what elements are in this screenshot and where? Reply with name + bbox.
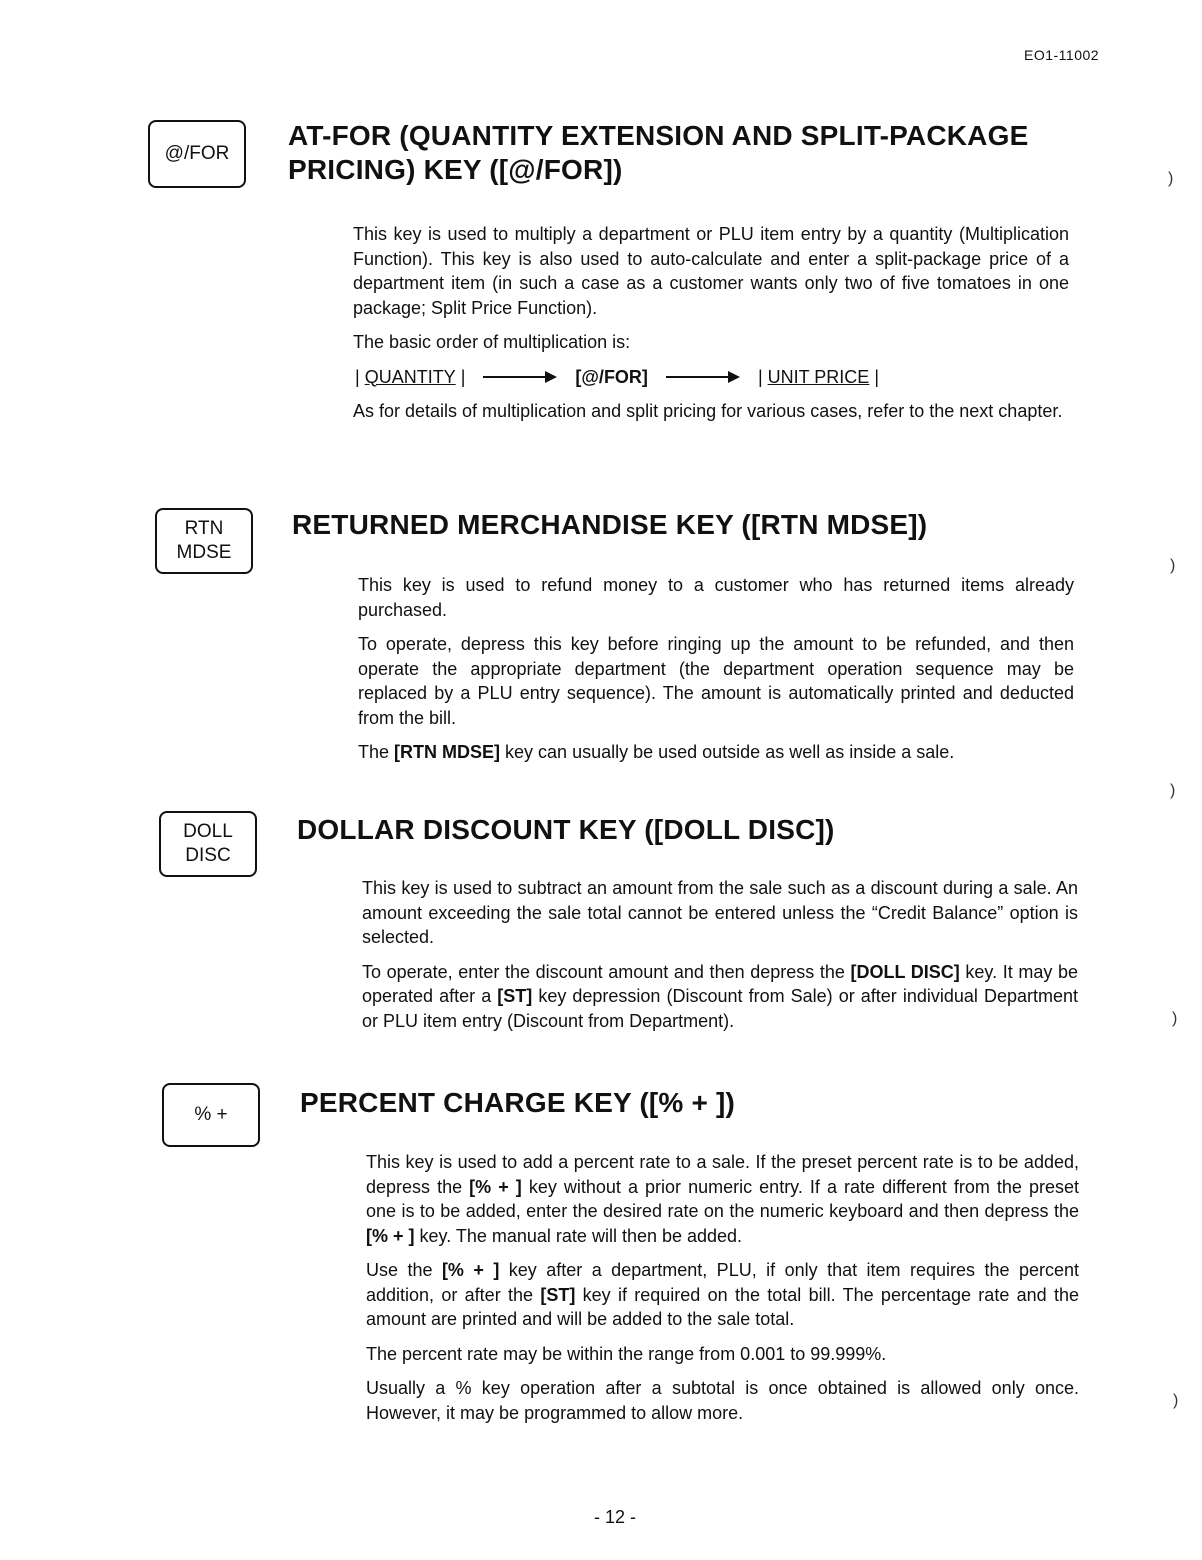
section-body-rtn-mdse: [358, 573, 1074, 775]
paragraph: The percent rate may be within the range from 0.001 to 99.999%.: [366, 1343, 887, 1364]
key-label: % +: [194, 1104, 228, 1126]
margin-mark: ): [1170, 557, 1176, 574]
section-body-doll-disc: [362, 876, 1078, 1043]
section-title-at-for: AT-FOR (QUANTITY EXTENSION AND SPLIT-PACKAGE PRICING) KEY ([@/FOR]): [288, 120, 1029, 186]
at-for-key-icon: [148, 120, 246, 188]
paragraph: The [RTN MDSE] key can usually be used outside as well as inside a sale.: [358, 742, 955, 762]
key-label-line2: MDSE: [176, 542, 232, 563]
margin-mark: ): [1168, 170, 1174, 187]
margin-mark: ): [1172, 1010, 1178, 1027]
flow-quantity: QUANTITY: [364, 366, 456, 387]
key-label-line1: DOLL: [183, 821, 233, 843]
paragraph: As for details of multiplication and split pricing for various cases, refer to the next chapter.: [353, 401, 1063, 421]
key-label-line2: DISC: [185, 845, 231, 866]
paragraph: This key is used to add a percent rate to a sale. If the preset percent rate is to be added, depress the [% + ] key without a prior numeric entry. If a rate different from the preset one is to be added, enter the desired rate on the numeric keyboard and then depress the [% + ] key. The manual rate will then be added.: [366, 1152, 1079, 1246]
paragraph: This key is used to multiply a department or PLU item entry by a quantity (Multiplication Function). This key is also used to auto-calculate and enter a split-package price of a department item (in such a case as a customer wants only two of five tomatoes in one package; Split Price Function).: [353, 224, 1069, 318]
paragraph: The basic order of multiplication is:: [353, 332, 631, 352]
arrow-right-icon: [666, 370, 740, 384]
key-label: @/FOR: [164, 143, 230, 165]
arrow-right-icon: [483, 370, 557, 384]
paragraph: This key is used to refund money to a customer who has returned items already purchased.: [358, 575, 1074, 620]
rtn-mdse-key-icon: [155, 508, 253, 574]
margin-mark: ): [1173, 1392, 1179, 1409]
paragraph: Use the [% + ] key after a department, PLU, if only that item requires the percent addition, or after the [ST] key if required on the total bill. The percentage rate and the amount are printed and will be added to the sale total.: [366, 1260, 1079, 1329]
paragraph: Usually a % key operation after a subtotal is once obtained is allowed only once. However, it may be programmed to allow more.: [366, 1378, 1079, 1423]
section-title-rtn-mdse: RETURNED MERCHANDISE KEY ([RTN MDSE]): [292, 509, 928, 540]
margin-mark: ): [1170, 782, 1176, 799]
section-title-percent-charge: PERCENT CHARGE KEY ([% + ]): [300, 1087, 736, 1118]
flow-unit-price: UNIT PRICE: [767, 366, 870, 387]
section-body-at-for: [353, 222, 1069, 434]
percent-charge-key-icon: [162, 1083, 260, 1147]
paragraph: To operate, depress this key before ringing up the amount to be refunded, and then operate the appropriate department (the department operation sequence may be replaced by a PLU entry sequence). The amount is automatically printed and deducted from the bill.: [358, 634, 1074, 728]
key-label-line1: RTN: [184, 518, 224, 540]
section-body-percent-charge: [366, 1150, 1079, 1435]
paragraph: To operate, enter the discount amount and then depress the [DOLL DISC] key. It may be operated after a [ST] key depression (Discount from Sale) or after individual Department or PLU item entry (Discount from Department).: [362, 961, 1078, 1031]
paragraph: This key is used to subtract an amount from the sale such as a discount during a sale. An amount exceeding the sale total cannot be entered unless the “Credit Balance” option is selected.: [362, 878, 1078, 947]
section-title-doll-disc: DOLLAR DISCOUNT KEY ([DOLL DISC]): [297, 814, 835, 845]
page-number: - 12 -: [594, 1507, 637, 1527]
flow-key: [@/FOR]: [575, 366, 648, 387]
doll-disc-key-icon: [159, 811, 257, 877]
document-id: EO1-11002: [1024, 47, 1100, 63]
multiplication-flow: | QUANTITY | [@/FOR] | UNIT PRICE |: [355, 365, 1069, 390]
